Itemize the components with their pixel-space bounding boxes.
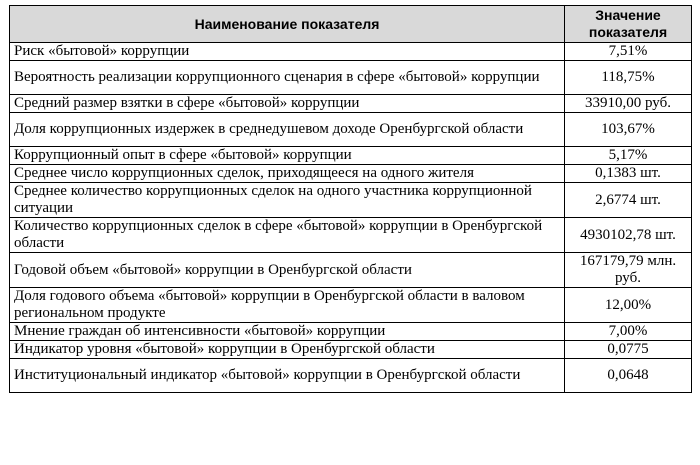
indicator-value: 7,00% bbox=[565, 323, 692, 341]
indicator-value: 33910,00 руб. bbox=[565, 95, 692, 113]
indicator-value: 0,0648 bbox=[565, 359, 692, 393]
indicator-value: 2,6774 шт. bbox=[565, 183, 692, 218]
table-row bbox=[10, 61, 692, 95]
indicators-table bbox=[9, 5, 692, 393]
table-row bbox=[10, 113, 692, 147]
indicator-value: 12,00% bbox=[565, 288, 692, 323]
indicator-name: Средний размер взятки в сфере «бытовой» коррупции bbox=[10, 95, 565, 113]
table-row bbox=[10, 323, 692, 341]
table-row bbox=[10, 165, 692, 183]
indicator-value: 5,17% bbox=[565, 147, 692, 165]
table-row bbox=[10, 341, 692, 359]
indicator-value: 167179,79 млн. руб. bbox=[565, 253, 692, 288]
indicator-value: 0,0775 bbox=[565, 341, 692, 359]
header-value: Значение показателя bbox=[565, 6, 692, 43]
indicators-table-container bbox=[9, 5, 691, 393]
table-header-row bbox=[10, 6, 692, 43]
table-row bbox=[10, 288, 692, 323]
table-row bbox=[10, 359, 692, 393]
indicator-name: Риск «бытовой» коррупции bbox=[10, 43, 565, 61]
table-row bbox=[10, 95, 692, 113]
indicator-value: 0,1383 шт. bbox=[565, 165, 692, 183]
table-row bbox=[10, 147, 692, 165]
header-name: Наименование показателя bbox=[10, 6, 565, 43]
indicator-name: Среднее количество коррупционных сделок на одного участника коррупционной ситуации bbox=[10, 183, 565, 218]
indicator-name: Доля годового объема «бытовой» коррупции в Оренбургской области в валовом региональном продукте bbox=[10, 288, 565, 323]
indicator-name: Доля коррупционных издержек в среднедушевом доходе Оренбургской области bbox=[10, 113, 565, 147]
table-row bbox=[10, 43, 692, 61]
indicator-name: Индикатор уровня «бытовой» коррупции в Оренбургской области bbox=[10, 341, 565, 359]
indicator-value: 7,51% bbox=[565, 43, 692, 61]
table-row bbox=[10, 183, 692, 218]
table-row bbox=[10, 253, 692, 288]
table-row bbox=[10, 218, 692, 253]
indicator-name: Годовой объем «бытовой» коррупции в Оренбургской области bbox=[10, 253, 565, 288]
indicator-name: Вероятность реализации коррупционного сценария в сфере «бытовой» коррупции bbox=[10, 61, 565, 95]
indicator-name: Количество коррупционных сделок в сфере «бытовой» коррупции в Оренбургской области bbox=[10, 218, 565, 253]
indicator-value: 4930102,78 шт. bbox=[565, 218, 692, 253]
indicator-name: Мнение граждан об интенсивности «бытовой» коррупции bbox=[10, 323, 565, 341]
indicator-name: Институциональный индикатор «бытовой» коррупции в Оренбургской области bbox=[10, 359, 565, 393]
indicator-name: Коррупционный опыт в сфере «бытовой» коррупции bbox=[10, 147, 565, 165]
indicator-value: 118,75% bbox=[565, 61, 692, 95]
indicator-value: 103,67% bbox=[565, 113, 692, 147]
indicator-name: Среднее число коррупционных сделок, приходящееся на одного жителя bbox=[10, 165, 565, 183]
